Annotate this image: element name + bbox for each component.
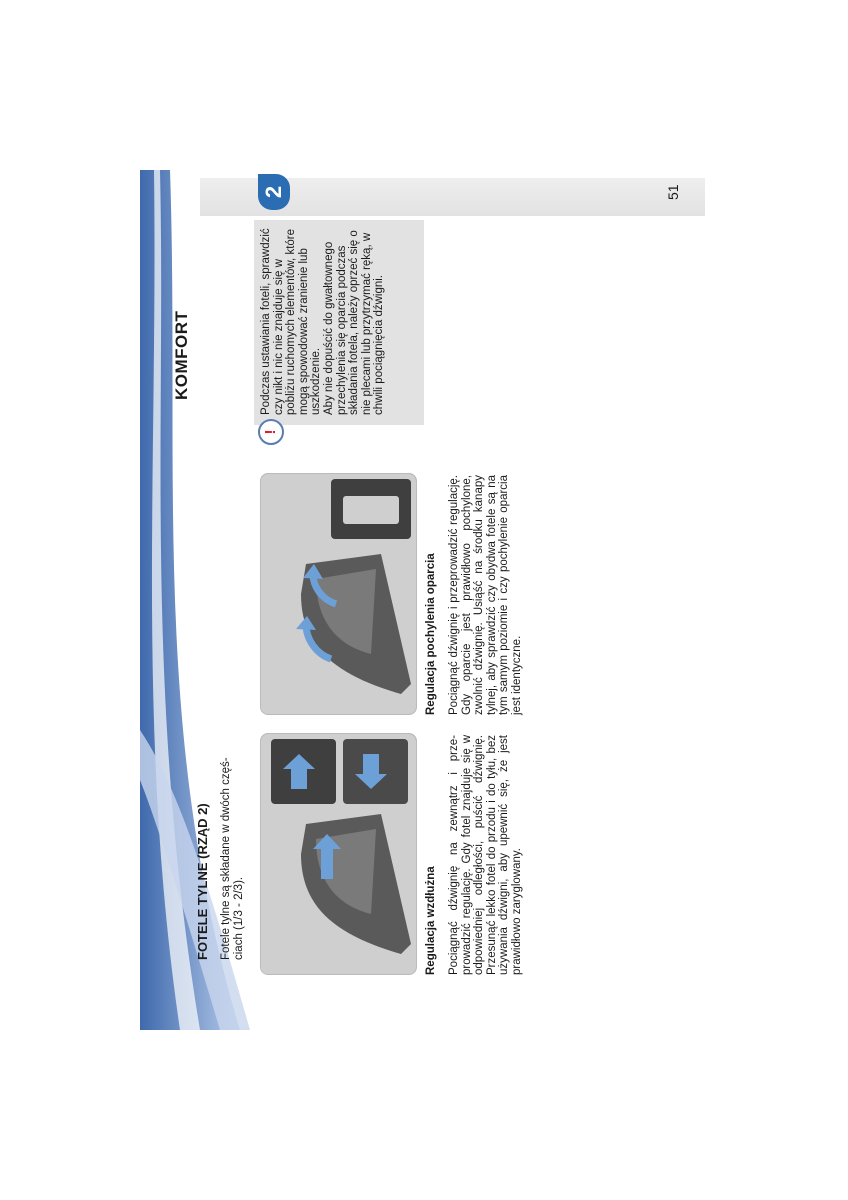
seat-illustration: [261, 474, 416, 714]
photo-recline-adjustment: [260, 473, 417, 715]
longitudinal-title: Regulacja wzdłużna: [425, 866, 437, 975]
warning-text: [260, 225, 386, 415]
page-number: 51: [665, 184, 681, 200]
exclamation-icon: !: [258, 419, 284, 445]
warning-paragraph-1: Podczas ustawiania foteli, sprawdzić czy nikt i nic nie znajduje się w pobliżu ruchomych elementów, które mogą spowodować zranienie lub uszkodzenie.: [260, 228, 323, 415]
recline-text: Pociągnąć dźwignię i przeprowadzić regulację. Gdy oparcie jest prawidłowo pochylone, zwolnić dźwignię. Usiąść na środku kanapy tylnej, aby sprawdzić czy obydwa fotele są na tym samym poziomie i czy pochylenie oparcia jest identyczne.: [448, 475, 523, 715]
longitudinal-text: Pociągnąć dźwignię na zewnątrz i przeprowadzić regulację. Gdy fotel znajduje się w odpowiedniej odległości, puścić dźwignię. Przesunąć lekko fotel do przodu i do tyłu, bez używania dźwigni, aby upewnić się, że jest prawidłowo zaryglowany.: [448, 735, 523, 975]
photo-longitudinal-adjustment: [260, 733, 417, 975]
rotated-page-content: [160, 180, 681, 1000]
warning-paragraph-2: Aby nie dopuścić do gwałtownego przechylenia się oparcia podczas składania fotela, należy oprzeć się o nie plecami lub przytrzymać ręką, w chwili pociągnięcia dźwigni.: [322, 230, 386, 415]
section-title: FOTELE TYLNE (RZĄD 2): [195, 803, 210, 960]
recline-title: Regulacja pochylenia oparcia: [425, 553, 437, 715]
chapter-title: KOMFORT: [172, 310, 191, 400]
section-intro: Fotele tylne są składane w dwóch częściach (1/3 - 2/3).: [220, 757, 245, 960]
seat-illustration: [261, 734, 416, 974]
chapter-number-badge: 2: [258, 174, 290, 210]
